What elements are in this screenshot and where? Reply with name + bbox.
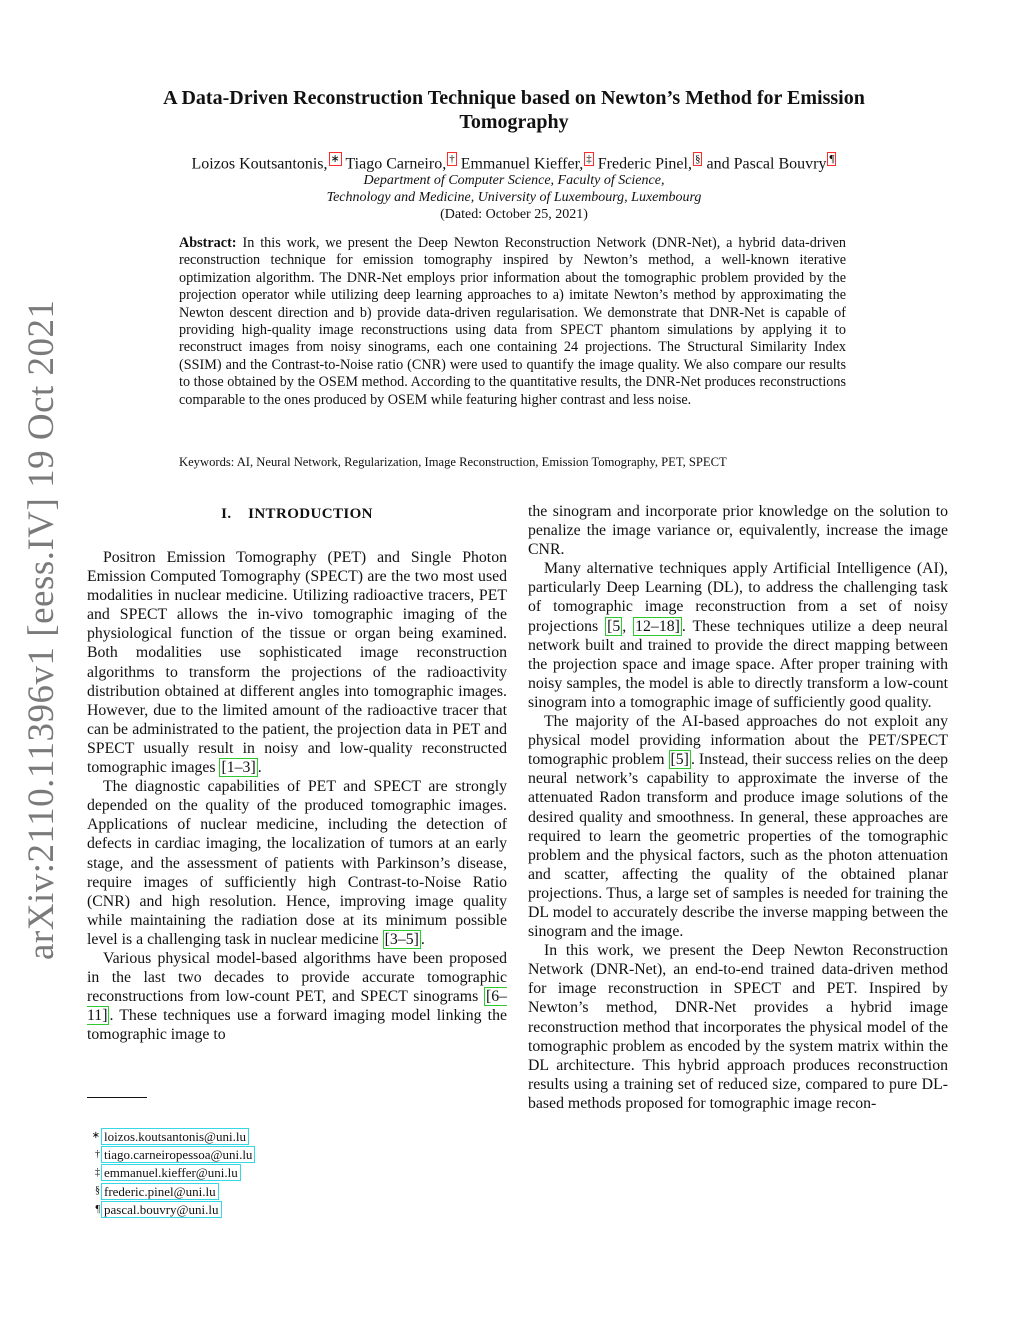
author-footnote-link[interactable]: §	[694, 153, 701, 165]
paragraph-text: The majority of the AI-based approaches do not exploit any physical model providing information about the PET/SPECT tomographic problem	[528, 713, 948, 769]
footnote	[87, 1182, 407, 1200]
author-name: Tiago Carneiro,	[345, 155, 447, 173]
email-link[interactable]: frederic.pinel@uni.lu	[101, 1183, 219, 1200]
citation-link[interactable]: 12–18]	[635, 617, 680, 635]
paragraph-text: Various physical model-based algorithms have been proposed in the last two decades to provide accurate tomographic reconstructions from low-count PET, and SPECT sinograms	[87, 949, 507, 1006]
paragraph-text: .	[257, 759, 262, 777]
abstract-text: In this work, we present the Deep Newton Reconstruction Network (DNR-Net), a hybrid data-driven reconstruction technique for emission tomography inspired by Newton’s method, a well-known iterative optimization algorithm. The DNR-Net employs prior information about the tomographic problem provided by the projection operator while utilizing deep learning approaches to a) imitate Newton’s method by approximating the Newton descent direction and b) provide data-driven regularisation. We demonstrate that DNR-Net is capable of providing high-quality image reconstructions using data from SPECT phantom simulations by applying it to reconstruct images from noisy sinograms, each one containing 24 projections. The Structural Similarity Index (SSIM) and the Contrast-to-Noise ratio (CNR) were used to quantify the image quality. We also compare our results to those obtained by the OSEM method. According to the quantitative results, the DNR-Net produces reconstructions comparable to the ones produced by OSEM while featuring higher contrast and less noise.	[179, 235, 846, 408]
author-name: Emmanuel Kieffer,	[460, 155, 584, 173]
footnote	[87, 1164, 407, 1182]
paragraph	[87, 548, 507, 777]
author-name: Loizos Koutsantonis,	[191, 155, 328, 173]
affiliation-line-2: Technology and Medicine, University of Luxembourg, Luxembourg	[326, 190, 702, 205]
citation-link[interactable]: [3–5]	[384, 930, 419, 948]
paragraph-text: . These techniques use a forward imaging model linking the tomographic image to	[87, 1007, 507, 1044]
footnote-divider	[87, 1097, 147, 1098]
paragraph	[87, 777, 507, 949]
email-link[interactable]: pascal.bouvry@uni.lu	[101, 1201, 222, 1218]
email-link[interactable]: emmanuel.kieffer@uni.lu	[101, 1164, 241, 1181]
author-footnote-link[interactable]: ∗	[330, 153, 340, 165]
footnote	[87, 1201, 407, 1219]
citation-link[interactable]: [5	[607, 617, 621, 635]
affiliation-line-1: Department of Computer Science, Faculty of Science,	[363, 173, 665, 188]
abstract-label: Abstract:	[179, 235, 237, 251]
keywords: Keywords: AI, Neural Network, Regularization, Image Reconstruction, Emission Tomography, PET, SPECT	[179, 455, 727, 469]
paragraph: In this work, we present the Deep Newton Reconstruction Network (DNR-Net), an end-to-end trained data-driven method for image reconstruction in SPECT and PET. Inspired by Newton’s method, DNR-Net provides a hybrid image reconstruction method that incorporates the physical model of the tomographic problem as encoded by the system matrix within the DL architecture. This hybrid approach produces reconstruction results using a training set of reduced size, compared to pure DL-based methods proposed for tomographic image recon-	[528, 942, 948, 1112]
title-line-1: A Data-Driven Reconstruction Technique based on Newton’s Method for Emission	[163, 87, 865, 109]
author-separator: and	[702, 155, 734, 173]
paper-title	[100, 86, 928, 134]
paragraph-text: . These techniques utilize a deep neural network built and trained to provide the direct mapping between the projection space and image space. After proper training with noisy samples, the model is able to directly transform a low-count sinogram into a tomographic image of sufficiently good quality.	[528, 617, 948, 711]
footnote-symbol: ¶	[95, 1203, 100, 1215]
author-list	[100, 152, 928, 174]
section-heading-introduction: I. INTRODUCTION	[221, 506, 373, 522]
paragraph	[528, 712, 948, 941]
citation-link[interactable]: [1–3]	[221, 759, 256, 777]
author-name: Pascal Bouvry	[733, 155, 827, 173]
paragraph-text: .	[420, 930, 425, 948]
left-column	[87, 502, 507, 1044]
abstract	[179, 235, 846, 409]
paragraph-text: Positron Emission Tomography (PET) and Single Photon Emission Computed Tomography (SPECT) are the two most used modalities in nuclear medicine. Utilizing radioactive tracers, PET and SPECT allows the in-vivo tomographic imaging of the physiological function of the tissue or organ being examined. Both modalities use sophisticated image reconstruction algorithms to transform the projections of the radioactivity distribution obtained at different angles into tomographic images. However, due to the limited amount of the radioactive tracer that can be administrated to the patient, the projection data in PET and SPECT usually result in noisy and low-quality reconstructed tomographic images	[87, 549, 507, 777]
author-footnote-link[interactable]: ‡	[586, 153, 592, 165]
affiliation-block	[100, 172, 928, 223]
paragraph	[87, 949, 507, 1044]
citation-link[interactable]: [6–11]	[87, 988, 507, 1025]
paragraph: the sinogram and incorporate prior knowledge on the solution to penalize the image variance or, equivalently, increase the image CNR.	[528, 503, 948, 559]
email-link[interactable]: loizos.koutsantonis@uni.lu	[101, 1128, 249, 1145]
title-line-2: Tomography	[459, 111, 569, 133]
footnote-symbol: ‡	[95, 1166, 100, 1178]
paragraph	[528, 559, 948, 712]
author-footnote-link[interactable]: ¶	[829, 153, 835, 165]
email-link[interactable]: tiago.carneiropessoa@uni.lu	[101, 1146, 255, 1163]
right-column	[528, 502, 948, 1113]
footnote-symbol: §	[95, 1185, 100, 1197]
paragraph-text: The diagnostic capabilities of PET and SPECT are strongly depended on the quality of the produced tomographic images. Applications of nuclear medicine, including the detection of defects in cardiac imaging, the localization of tumors at an early stage, and the assessment of patients with Parkinson’s disease, require images of sufficiently high Contrast-to-Noise Ratio (CNR) and high resolution. Hence, improving image quality while maintaining the radiation dose at its minimum possible level is a challenging task in nuclear medicine	[87, 778, 507, 948]
paragraph-text: . Instead, their success relies on the deep neural network’s capability to approximate the inverse of the attenuated Radon transform and produce image solutions of the desired quality and smoothness. In general, these approaches are required to learn the geometric properties of the tomographic problem and the physical factors, such as the photon attenuation and scatter, affecting the quality of the obtained planar projections. Thus, a large set of samples is needed for training the DL model to accurately describe the inverse mapping between the sinogram and the image.	[528, 751, 948, 941]
footnote	[87, 1127, 407, 1145]
paragraph-text: Many alternative techniques apply Artificial Intelligence (AI), particularly Deep Learning (DL), to address the challenging task of tomographic image reconstruction from a set of noisy projections	[528, 560, 948, 635]
author-name: Frederic Pinel,	[597, 155, 692, 173]
footnotes	[87, 1127, 407, 1219]
footnote-symbol: †	[95, 1148, 100, 1160]
arxiv-identifier: arXiv:2110.11396v1 [eess.IV] 19 Oct 2021	[21, 299, 62, 960]
footnote	[87, 1145, 407, 1163]
author-footnote-link[interactable]: †	[449, 153, 455, 165]
footnote-symbol: ∗	[91, 1130, 100, 1142]
date-line: (Dated: October 25, 2021)	[440, 207, 588, 222]
paragraph-text: ,	[622, 617, 634, 635]
citation-link[interactable]: [5]	[670, 751, 689, 769]
